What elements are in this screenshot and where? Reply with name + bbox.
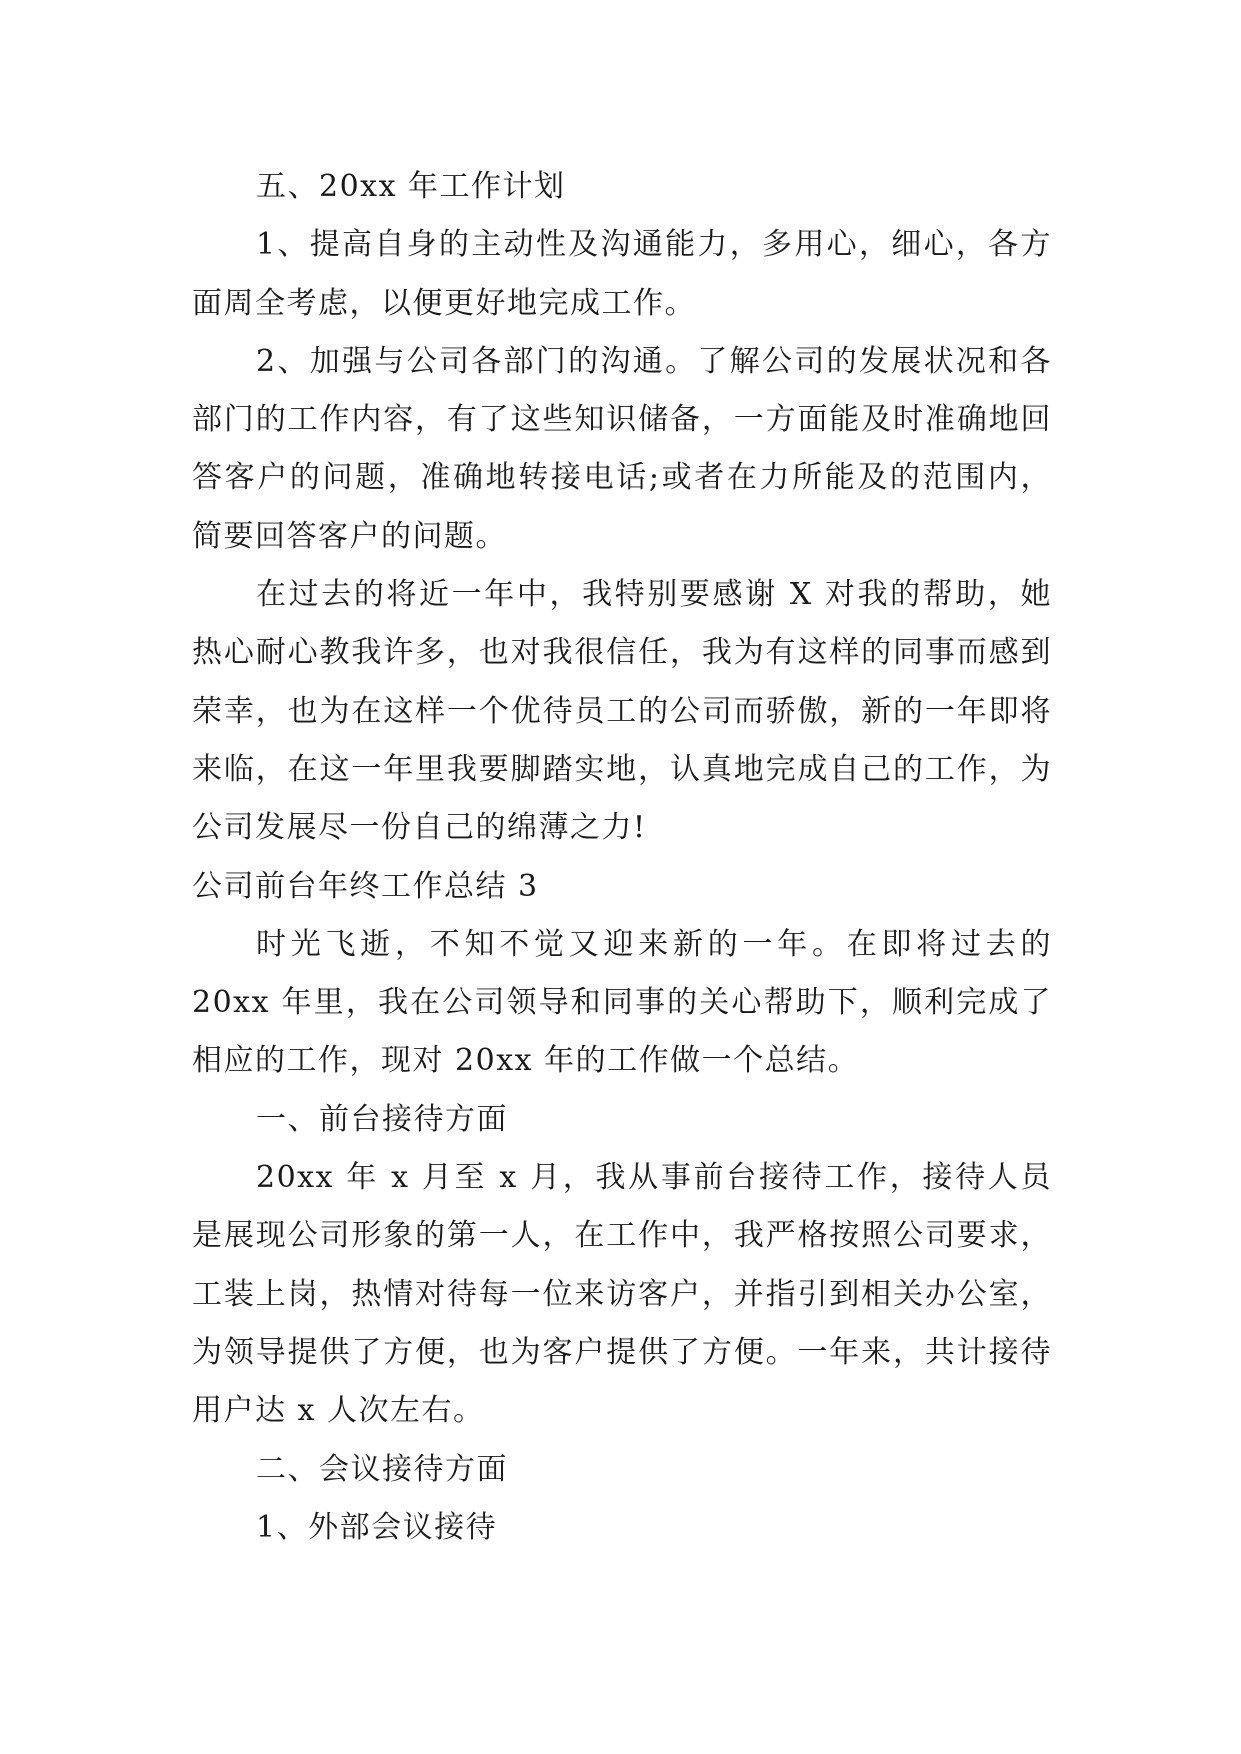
section-heading-work-plan: 五、20xx 年工作计划	[256, 169, 566, 204]
subheading-external-meeting: 1、外部会议接待	[256, 1509, 498, 1545]
paragraph-reception: 20xx 年 x 月至 x 月，我从事前台接待工作，接待人员是展现公司形象的第一人，在工作中，我严格按照公司要求，工装上岗，热情对待每一位来访客户，并指引到相关办公室，为领导提供了方便，也为客户提供了方便。一年来，共计接待用户达 x 人次左右。	[192, 1160, 1052, 1429]
section-heading-reception: 一、前台接待方面	[256, 1101, 508, 1137]
document-title-summary-3: 公司前台年终工作总结 3	[192, 868, 539, 904]
paragraph-plan-item-1: 1、提高自身的主动性及沟通能力，多用心，细心，各方面周全考虑，以便更好地完成工作。	[192, 227, 1052, 321]
paragraph-thanks: 在过去的将近一年中，我特别要感谢 X 对我的帮助，她热心耐心教我许多，也对我很信任，我为有这样的同事而感到荣幸，也为在这样一个优待员工的公司而骄傲，新的一年即将来临，在这一年里我要脚踏实地，认真地完成自己的工作，为公司发展尽一份自己的绵薄之力!	[192, 577, 1052, 846]
document-body	[192, 158, 1052, 1557]
section-heading-meeting: 二、会议接待方面	[256, 1451, 508, 1487]
paragraph-plan-item-2: 2、加强与公司各部门的沟通。了解公司的发展状况和各部门的工作内容，有了这些知识储备，一方面能及时准确地回答客户的问题，准确地转接电话;或者在力所能及的范围内，简要回答客户的问题。	[192, 343, 1052, 554]
paragraph-intro: 时光飞逝，不知不觉又迎来新的一年。在即将过去的20xx 年里，我在公司领导和同事的关心帮助下，顺利完成了相应的工作，现对 20xx 年的工作做一个总结。	[192, 926, 1052, 1079]
